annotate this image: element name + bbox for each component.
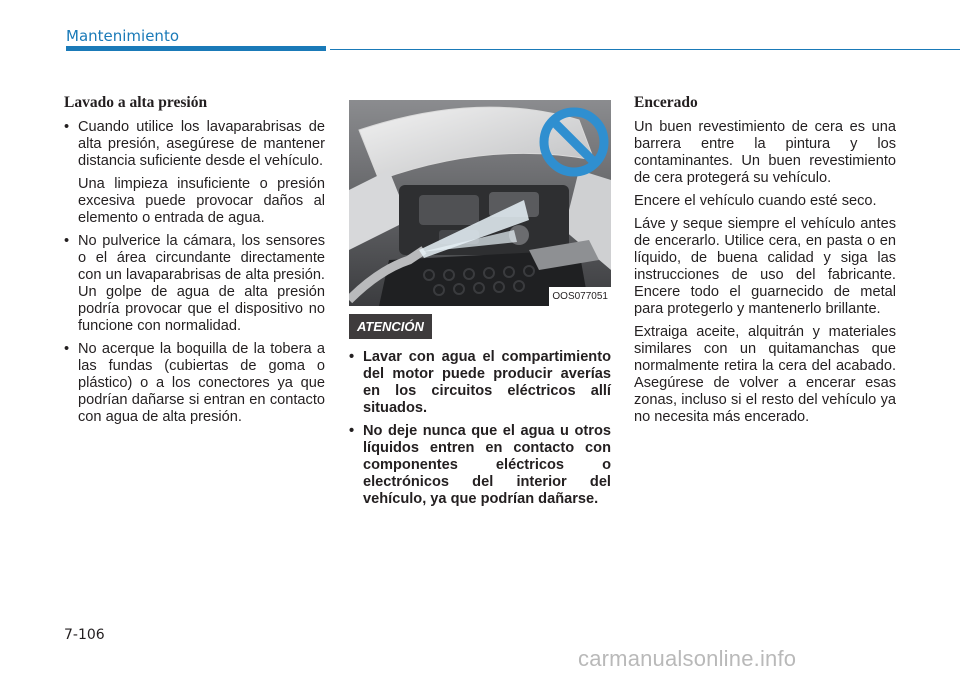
page-number: 7-106 (64, 627, 105, 643)
column-middle (349, 96, 611, 514)
watermark: carmanualsonline.info (578, 646, 797, 671)
header-rule-thin (330, 49, 960, 50)
engine-bay-illustration (349, 100, 611, 306)
warning-list (349, 349, 611, 508)
heading-high-pressure-wash: Lavado a alta presión (64, 94, 208, 111)
header-rule-thick (66, 46, 326, 51)
paragraph: Encere el vehículo cuando esté seco. (634, 193, 877, 209)
bullet-list-left (64, 119, 325, 426)
list-item-text: Cuando utilice los lavaparabrisas de alta presión, asegúrese de mantener distancia suficiente desde el vehículo. (78, 119, 325, 169)
figure-code: OOS077051 (549, 287, 611, 306)
column-left (64, 92, 325, 432)
list-item (64, 119, 325, 227)
list-item: • Lavar con agua el compartimiento del motor puede producir averías en los circuitos eléctricos allí situados. (349, 349, 611, 417)
paragraph: Extraiga aceite, alquitrán y materiales similares con un quitamanchas que normalmente retira la cera del acabado. Asegúrese de volver a encerar esas zonas, incluso si el resto del vehículo ya no necesita más encerado. (634, 324, 896, 425)
list-item: • No acerque la boquilla de la tobera a las fundas (cubiertas de goma o plástico) o a los conectores ya que podrían dañarse si entran en contacto con agua de alta presión. (64, 341, 325, 426)
attention-badge: ATENCIÓN (349, 314, 432, 339)
list-item: • No pulverice la cámara, los sensores o el área circundante directamente con un lavaparabrisas de alta presión. Un golpe de agua de alta presión podría provocar que el dispositivo no funcione con normalidad. (64, 233, 325, 335)
heading-waxing: Encerado (634, 94, 698, 111)
paragraph: Un buen revestimiento de cera es una barrera entre la pintura y los contaminantes. Un buen revestimiento de cera protegerá su vehículo. (634, 119, 896, 186)
section-title: Mantenimiento (66, 27, 179, 45)
paragraph: Láve y seque siempre el vehículo antes de encerarlo. Utilice cera, en pasta o en líquido, de buena calidad y siga las instrucciones de uso del fabricante. Encere todo el guarnecido de metal para protegerlo y mantenerlo brillante. (634, 216, 896, 317)
list-item-continuation: Una limpieza insuficiente o presión excesiva puede provocar daños al elemento o entrada de agua. (78, 176, 325, 226)
list-item: • No deje nunca que el agua u otros líquidos entren en contacto con componentes eléctricos o electrónicos del interior del vehículo, ya que podrían dañarse. (349, 423, 611, 508)
engine-wash-figure (349, 100, 611, 306)
column-right (634, 92, 896, 432)
